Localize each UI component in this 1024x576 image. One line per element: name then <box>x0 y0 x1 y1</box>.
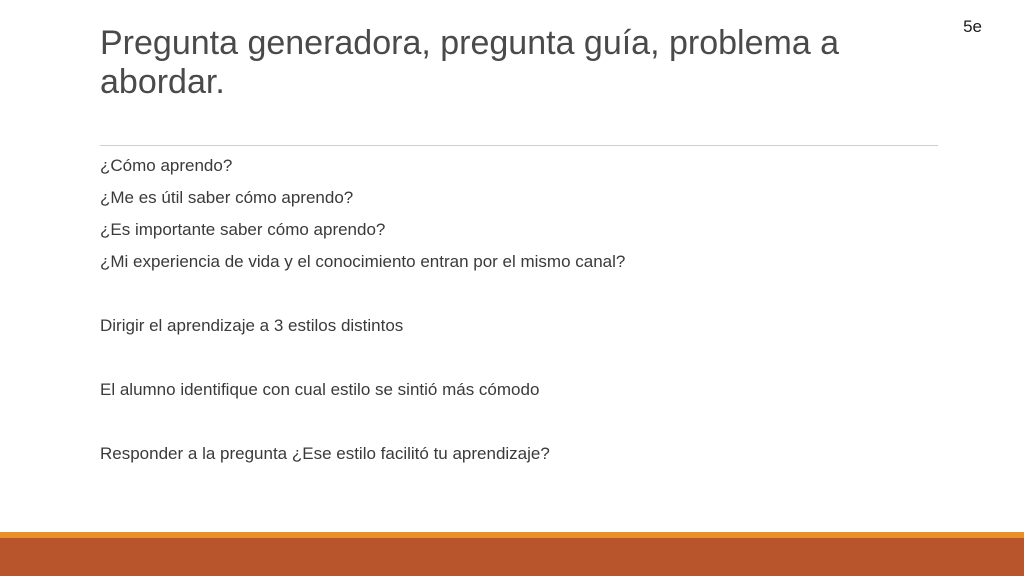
title-divider <box>100 145 938 146</box>
body-line: ¿Cómo aprendo? <box>100 156 233 175</box>
body-line: ¿Me es útil saber cómo aprendo? <box>100 188 354 207</box>
body-line: El alumno identifique con cual estilo se sintió más cómodo <box>100 380 540 399</box>
footer-band <box>0 538 1024 576</box>
slide-title: Pregunta generadora, pregunta guía, problema a abordar. <box>100 24 840 101</box>
body-line: ¿Mi experiencia de vida y el conocimiento entran por el mismo canal? <box>100 252 626 271</box>
body-line: Dirigir el aprendizaje a 3 estilos distintos <box>100 316 404 335</box>
slide-body <box>100 150 940 470</box>
body-line: ¿Es importante saber cómo aprendo? <box>100 220 386 239</box>
body-line: Responder a la pregunta ¿Ese estilo facilitó tu aprendizaje? <box>100 444 550 463</box>
slide-number: 5e <box>963 17 982 36</box>
